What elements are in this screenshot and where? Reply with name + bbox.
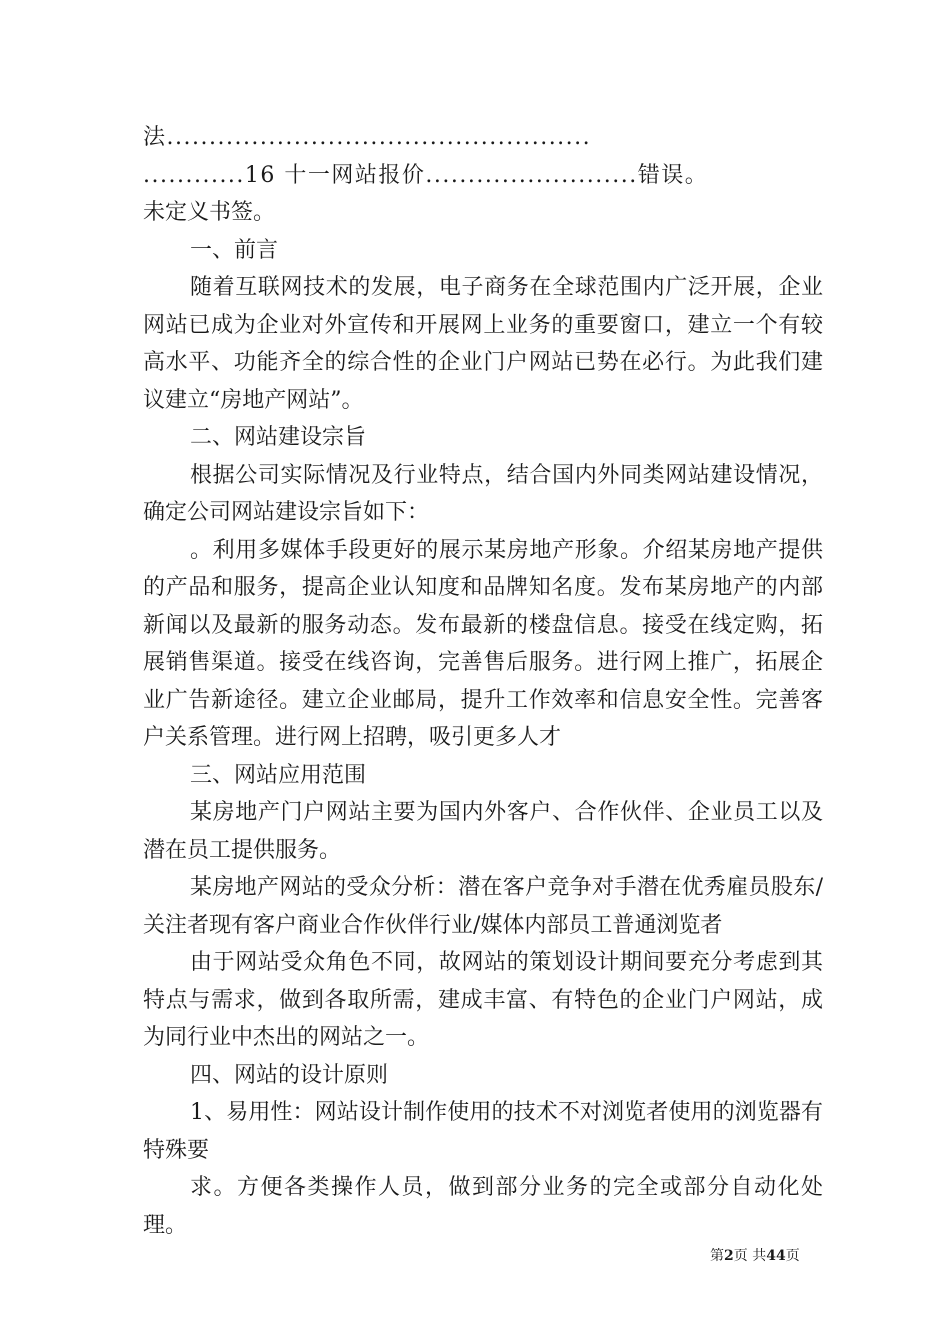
section-heading: 二、网站建设宗旨 bbox=[190, 425, 367, 450]
page-number bbox=[710, 1247, 800, 1265]
paragraph: 根据公司实际情况及行业特点，结合国内外同类网站建设情况，确定公司网站建设宗旨如下： bbox=[143, 462, 823, 525]
toc-line: ............16 十一网站报价.........................错误。 bbox=[143, 162, 709, 188]
section-heading: 四、网站的设计原则 bbox=[190, 1062, 389, 1088]
footer-prefix: 第 bbox=[710, 1248, 724, 1264]
paragraph: 求。方便各类操作人员，做到部分业务的完全或部分自动化处理。 bbox=[143, 1175, 823, 1238]
document-body bbox=[143, 119, 823, 1244]
toc-line: 法.................................................. bbox=[143, 125, 592, 150]
footer-middle: 页 共 bbox=[733, 1248, 767, 1264]
section-heading: 一、前言 bbox=[190, 237, 279, 263]
section-heading: 三、网站应用范围 bbox=[190, 762, 367, 788]
paragraph: 随着互联网技术的发展，电子商务在全球范围内广泛开展，企业网站已成为企业对外宣传和开展网上业务的重要窗口，建立一个有较高水平、功能齐全的综合性的企业门户网站已势在必行。为此我们建议建立“房地产网站”。 bbox=[143, 275, 823, 413]
footer-suffix: 页 bbox=[785, 1248, 800, 1264]
paragraph: 由于网站受众角色不同，故网站的策划设计期间要充分考虑到其特点与需求，做到各取所需，建成丰富、有特色的企业门户网站，成为同行业中杰出的网站之一。 bbox=[143, 950, 823, 1050]
paragraph: 某房地产门户网站主要为国内外客户、合作伙伴、企业员工以及潜在员工提供服务。 bbox=[143, 800, 823, 863]
paragraph: 某房地产网站的受众分析：潜在客户竞争对手潜在优秀雇员股东/关注者现有客户商业合作伙伴行业/媒体内部员工普通浏览者 bbox=[143, 875, 823, 938]
total-pages: 44 bbox=[766, 1248, 786, 1264]
toc-line: 未定义书签。 bbox=[143, 200, 276, 225]
paragraph: 1、易用性：网站设计制作使用的技术不对浏览者使用的浏览器有特殊要 bbox=[143, 1100, 823, 1163]
current-page: 2 bbox=[724, 1248, 734, 1264]
paragraph: 。利用多媒体手段更好的展示某房地产形象。介绍某房地产提供的产品和服务，提高企业认知度和品牌知名度。发布某房地产的内部新闻以及最新的服务动态。发布最新的楼盘信息。接受在线定购，拓展销售渠道。接受在线咨询，完善售后服务。进行网上推广，拓展企业广告新途径。建立企业邮局，提升工作效率和信息安全性。完善客户关系管理。进行网上招聘，吸引更多人才 bbox=[143, 537, 823, 750]
